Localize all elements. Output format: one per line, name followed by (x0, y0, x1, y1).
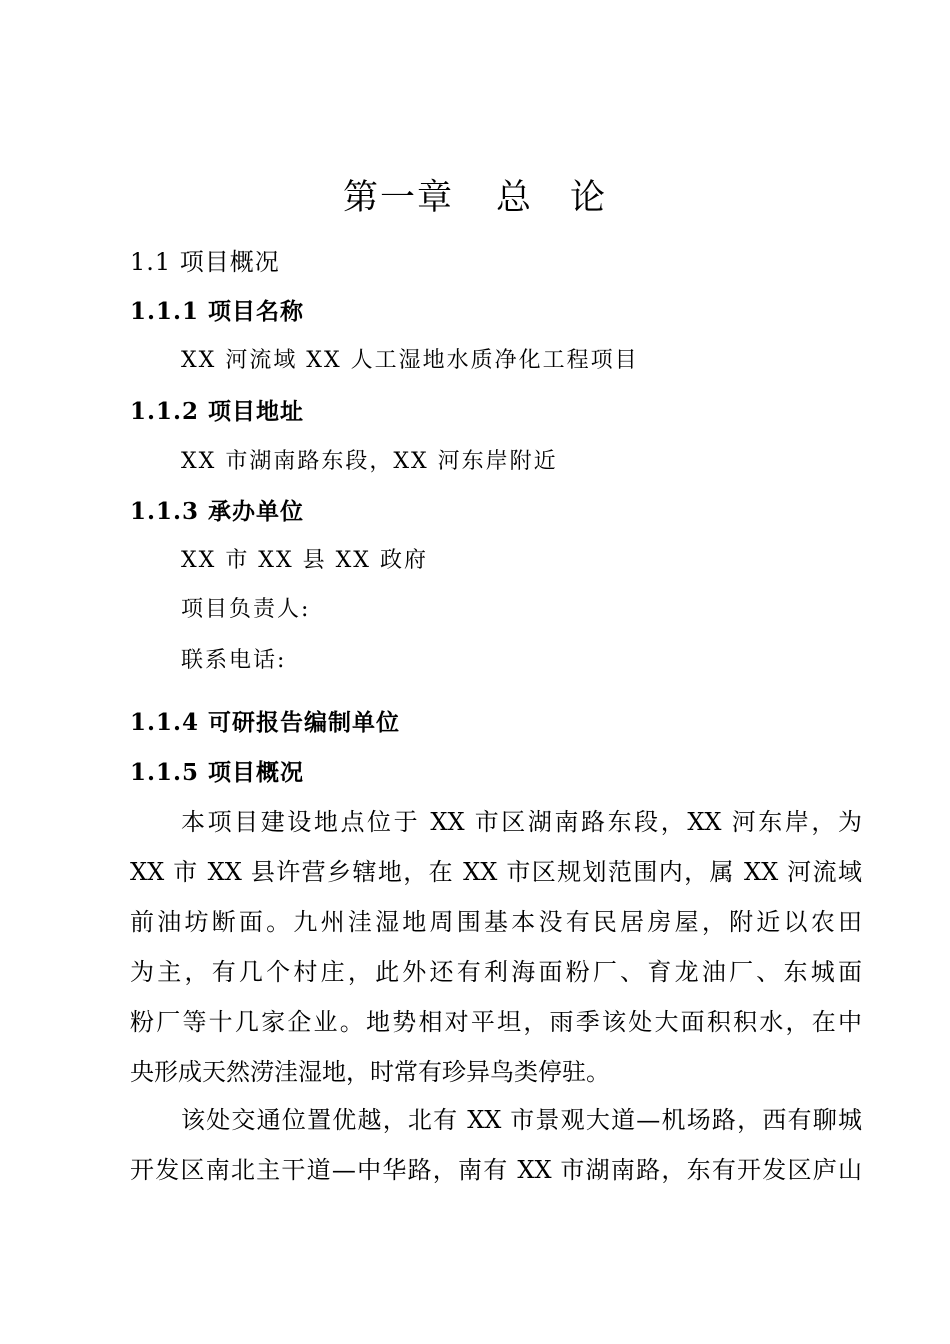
paragraph-line: XX 市 XX 县许营乡辖地，在 XX 市区规划范围内，属 XX 河流域 (130, 858, 862, 886)
chapter-title (0, 178, 950, 218)
project-name-text: XX 河流域 XX 人工湿地水质净化工程项目 (181, 348, 639, 373)
paragraph-line: 粉厂等十几家企业。地势相对平坦，雨季该处大面积积水，在中 (130, 1008, 862, 1036)
paragraph-line: 为主，有几个村庄，此外还有利海面粉厂、育龙油厂、东城面 (130, 958, 862, 986)
section-heading-1-1: 1.1 项目概况 (130, 248, 280, 276)
subsection-heading-project-overview: 1.1.5 项目概况 (130, 759, 305, 786)
organizer-text: XX 市 XX 县 XX 政府 (181, 548, 428, 573)
person-in-charge-label: 项目负责人: (181, 597, 311, 622)
overview-paragraph-2 (130, 1095, 862, 1195)
paragraph-line: 开发区南北主干道—中华路，南有 XX 市湖南路，东有开发区庐山 (130, 1156, 862, 1184)
project-address-text: XX 市湖南路东段，XX 河东岸附近 (181, 449, 558, 474)
chapter-number: 第一章 (342, 178, 454, 218)
contact-phone-label: 联系电话: (181, 648, 287, 673)
subsection-heading-project-address: 1.1.2 项目地址 (130, 398, 305, 425)
subsection-heading-organizer: 1.1.3 承办单位 (130, 498, 305, 525)
overview-paragraph-1 (130, 797, 862, 1097)
subsection-heading-report-unit: 1.1.4 可研报告编制单位 (130, 709, 401, 736)
paragraph-line: 央形成天然涝洼湿地，时常有珍异鸟类停驻。 (130, 1058, 610, 1086)
paragraph-line: 该处交通位置优越，北有 XX 市景观大道—机场路，西有聊城 (181, 1106, 862, 1134)
paragraph-line: 本项目建设地点位于 XX 市区湖南路东段，XX 河东岸，为 (181, 808, 862, 836)
paragraph-line: 前油坊断面。九州洼湿地周围基本没有民居房屋，附近以农田 (130, 908, 862, 936)
chapter-name: 总 论 (496, 178, 608, 218)
subsection-heading-project-name: 1.1.1 项目名称 (130, 298, 305, 325)
